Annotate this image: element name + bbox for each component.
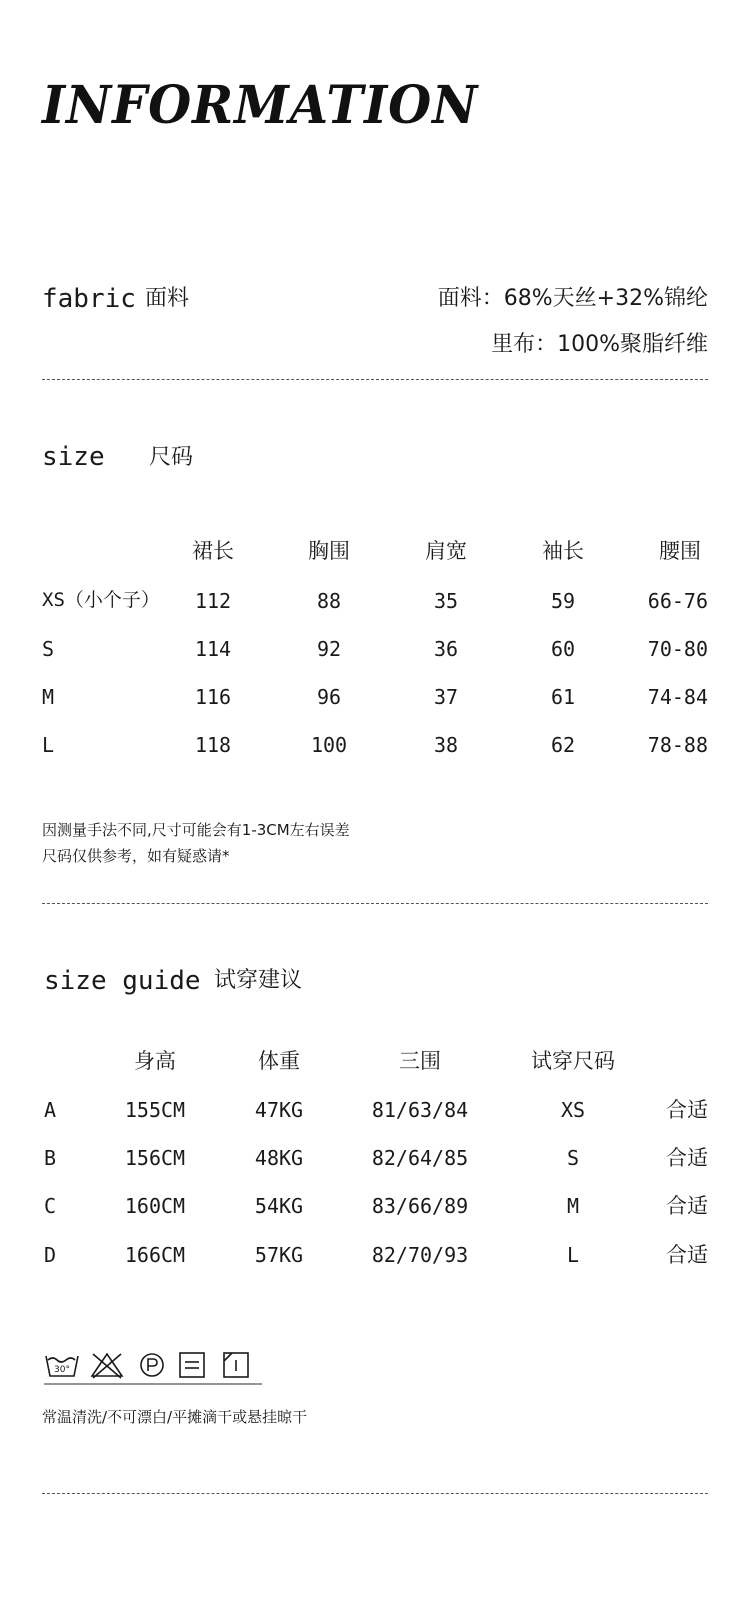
guide-row-id: B: [44, 1146, 57, 1170]
guide-height: 166CM: [124, 1243, 186, 1267]
flat-dry-icon: [180, 1353, 204, 1377]
care-instructions: 常温清洗/不可漂白/平摊滴干或悬挂晾干: [42, 1408, 308, 1426]
guide-fit: 合适: [666, 1146, 708, 1170]
size-note: 因测量手法不同,尺寸可能会有1-3CM左右误差: [42, 821, 350, 839]
size-row-label: M: [42, 685, 55, 709]
guide-row-id: D: [44, 1243, 57, 1267]
guide-label-en: size guide: [44, 966, 201, 996]
size-col-header: 肩宽: [425, 539, 467, 563]
guide-weight: 54KG: [254, 1194, 304, 1218]
size-cell: 112: [194, 589, 232, 613]
size-col-header: 裙长: [192, 539, 234, 563]
size-cell: 118: [194, 733, 232, 757]
fabric-outer: 面料：68%天丝+32%锦纶: [437, 286, 708, 311]
fabric-label-en: fabric: [42, 284, 136, 314]
guide-measurements: 82/64/85: [371, 1146, 469, 1170]
size-cell: 66-76: [647, 589, 708, 613]
size-cell: 74-84: [647, 685, 708, 709]
size-cell: 36: [433, 637, 459, 661]
size-cell: 114: [194, 637, 232, 661]
guide-height: 160CM: [124, 1194, 186, 1218]
size-cell: 62: [550, 733, 576, 757]
size-label-en: size: [42, 442, 105, 472]
guide-size: M: [566, 1194, 580, 1218]
size-cell: 37: [433, 685, 459, 709]
size-cell: 61: [550, 685, 576, 709]
size-cell: 70-80: [647, 637, 708, 661]
size-row-label: XS（小个子）: [42, 589, 160, 611]
size-cell: 60: [550, 637, 576, 661]
guide-label-cn: 试穿建议: [214, 968, 303, 993]
guide-measurements: 83/66/89: [371, 1194, 469, 1218]
guide-col-header: 身高: [134, 1049, 176, 1073]
guide-col-header: 体重: [258, 1049, 300, 1073]
size-cell: 92: [316, 637, 342, 661]
guide-weight: 47KG: [254, 1098, 304, 1122]
size-col-header: 袖长: [542, 539, 584, 563]
guide-col-header: 试穿尺码: [531, 1049, 615, 1073]
guide-fit: 合适: [666, 1243, 708, 1267]
size-cell: 78-88: [647, 733, 708, 757]
guide-weight: 57KG: [254, 1243, 304, 1267]
size-cell: 59: [550, 589, 576, 613]
guide-fit: 合适: [666, 1098, 708, 1122]
size-label-cn: 尺码: [149, 445, 194, 470]
divider: [42, 903, 708, 904]
guide-measurements: 81/63/84: [371, 1098, 469, 1122]
fabric-label-cn: 面料: [145, 286, 190, 311]
size-row-label: L: [42, 733, 55, 757]
guide-fit: 合适: [666, 1194, 708, 1218]
guide-size: XS: [560, 1098, 586, 1122]
guide-col-header: 三围: [399, 1049, 441, 1073]
divider: [42, 379, 708, 380]
size-col-header: 腰围: [659, 539, 701, 563]
guide-row-id: C: [44, 1194, 57, 1218]
guide-size: S: [566, 1146, 580, 1170]
guide-size: L: [566, 1243, 580, 1267]
guide-weight: 48KG: [254, 1146, 304, 1170]
divider: [42, 1493, 708, 1494]
no-bleach-icon: [92, 1354, 122, 1378]
wash-30-icon: [46, 1356, 78, 1376]
guide-measurements: 82/70/93: [371, 1243, 469, 1267]
size-cell: 35: [433, 589, 459, 613]
fabric-lining: 里布：100%聚脂纤维: [491, 332, 708, 357]
svg-text:30°: 30°: [54, 1365, 70, 1375]
size-cell: 88: [316, 589, 342, 613]
dry-clean-p-icon: [141, 1354, 163, 1376]
size-cell: 96: [316, 685, 342, 709]
size-col-header: 胸围: [308, 539, 350, 563]
size-cell: 38: [433, 733, 459, 757]
size-cell: 100: [310, 733, 348, 757]
page-title: INFORMATION: [42, 75, 479, 136]
size-note: 尺码仅供参考，如有疑惑请*: [42, 847, 230, 865]
size-row-label: S: [42, 637, 55, 661]
line-dry-icon: [224, 1353, 248, 1377]
guide-row-id: A: [44, 1098, 57, 1122]
guide-height: 155CM: [124, 1098, 186, 1122]
size-cell: 116: [194, 685, 232, 709]
guide-height: 156CM: [124, 1146, 186, 1170]
care-icons: [44, 1350, 262, 1386]
